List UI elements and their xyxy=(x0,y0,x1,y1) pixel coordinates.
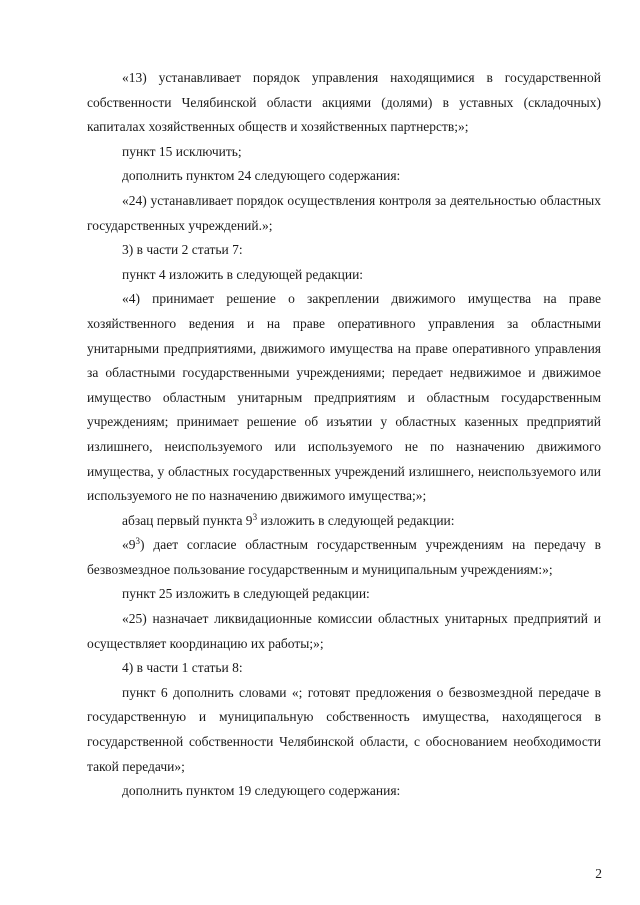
paragraph-point-25: пункт 25 изложить в следующей редакции: xyxy=(122,586,370,602)
paragraph-add-point-19: дополнить пунктом 19 следующего содержания: xyxy=(122,783,401,799)
paragraph-item-9-3 xyxy=(87,533,601,582)
paragraph-item-4: «4) принимает решение о закреплении движимого имущества на праве хозяйственного ведения и на праве оперативного управления за областными унитарными предприятиями, движимого имущества на праве оперативного управления за областными государственными учреждениями; передает недвижимое и движимое имущество областным унитарным предприятиям и областным государственным учреждениям; принимает решение об изъятии у областных казенных предприятий излишнего, неиспользуемого или используемого не по назначению движимого имущества, у областных государственных учреждений излишнего, неиспользуемого или используемого не по назначению движимого имущества;»; xyxy=(87,291,601,504)
paragraph-section-3: 3) в части 2 статьи 7: xyxy=(122,242,243,258)
paragraph-item-13: «13) устанавливает порядок управления находящимися в государственной собственности Челябинской области акциями (долями) в уставных (складочных) капиталах хозяйственных обществ и хозяйственных партнерств;»; xyxy=(87,70,601,135)
paragraph-add-point-24: дополнить пунктом 24 следующего содержания: xyxy=(122,168,401,184)
text-fragment: абзац первый пункта 9 xyxy=(122,512,253,528)
paragraph-point-15: пункт 15 исключить; xyxy=(122,143,242,159)
paragraph-item-24: «24) устанавливает порядок осуществления контроля за деятельностью областных государственных учреждений.»; xyxy=(87,192,601,233)
superscript: 3 xyxy=(135,536,140,547)
page-number: 2 xyxy=(595,866,602,881)
paragraph-point-4: пункт 4 изложить в следующей редакции: xyxy=(122,266,364,282)
paragraph-point-6: пункт 6 дополнить словами «; готовят предложения о безвозмездной передаче в государственную и муниципальную собственность имущества, находящегося в государственной собственности Челябинской области, с обоснованием необходимости такой передачи»; xyxy=(87,684,601,774)
paragraph-section-4: 4) в части 1 статьи 8: xyxy=(122,660,243,676)
text-fragment: ) дает согласие областным государственным учреждениям на передачу в безвозмездное пользование государственным и муниципальным учреждениям:»; xyxy=(87,537,601,577)
paragraph-abzac-9-3 xyxy=(87,509,601,534)
superscript: 3 xyxy=(252,511,258,522)
text-fragment: «9 xyxy=(122,537,136,553)
document-body xyxy=(87,66,601,804)
paragraph-item-25: «25) назначает ликвидационные комиссии областных унитарных предприятий и осуществляет координацию их работы;»; xyxy=(87,611,601,651)
text-fragment: изложить в следующей редакции: xyxy=(257,512,455,528)
